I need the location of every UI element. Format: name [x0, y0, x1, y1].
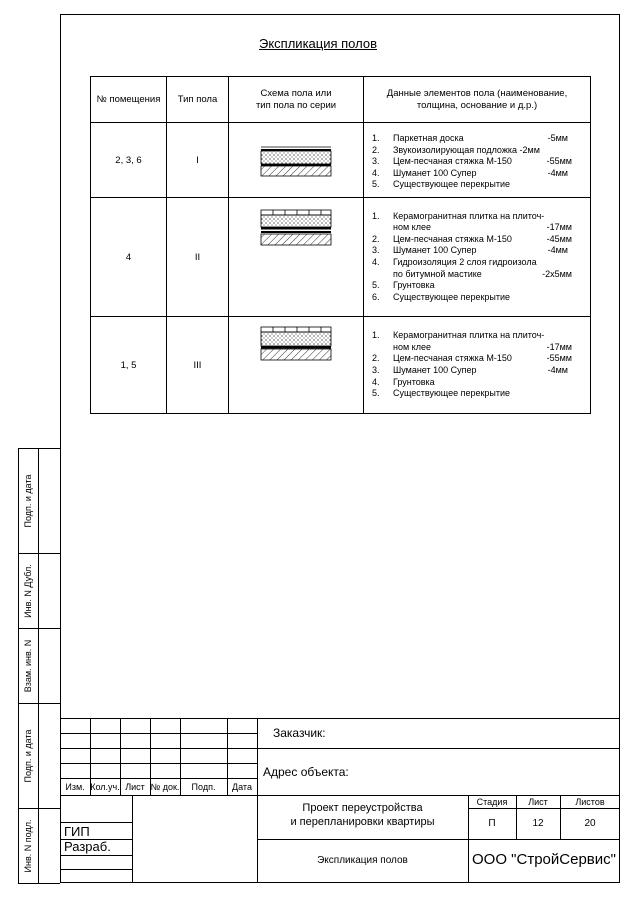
list-item: 5. Существующее перекрытие — [372, 179, 511, 190]
page-title: Экспликация полов — [259, 36, 377, 51]
list-item: ном клее -17мм — [393, 222, 572, 233]
table-row — [91, 317, 591, 414]
sheets-header: Листов — [575, 797, 605, 807]
list-item: 3. Шуманет 100 Супер -4мм — [372, 245, 568, 256]
stamp-podp-data-top: Подп. и дата — [23, 473, 33, 528]
floor-elements — [364, 317, 591, 414]
stage-header: Стадия — [476, 797, 508, 807]
list-item: по битумной мастике -2х5мм — [393, 268, 572, 279]
list-item: 3. Цем-песчаная стяжка М-150 -55мм — [372, 156, 572, 167]
floor-type: I — [167, 123, 229, 198]
header-room: № помещения — [91, 77, 167, 123]
side-stamp-divider — [38, 448, 39, 883]
room-numbers: 4 — [91, 198, 167, 317]
room-numbers: 1, 5 — [91, 317, 167, 414]
title-block-line — [468, 808, 620, 809]
title-block-line — [257, 839, 620, 840]
side-stamp-line — [18, 883, 60, 884]
col-header-izm: Изм. — [65, 782, 85, 792]
floor-type: II — [167, 198, 229, 317]
table-row — [91, 198, 591, 317]
col-header-kol-uch: Кол.уч. — [90, 782, 120, 792]
header-type: Тип пола — [167, 77, 229, 123]
project-name: Проект переустройства и перепланировки квартиры — [290, 802, 435, 828]
list-item: 1. Керамогранитная плитка на плиточ- — [372, 210, 545, 221]
list-item: 2. Цем-песчаная стяжка М-150 -45мм — [372, 233, 572, 244]
floor-schema — [229, 317, 364, 414]
list-item: 6. Существующее перекрытие — [372, 291, 511, 302]
role-razrab: Разраб. — [64, 839, 111, 854]
stamp-inv-podl: Инв. N подл. — [23, 819, 33, 872]
room-numbers: 2, 3, 6 — [91, 123, 167, 198]
list-item: 1. Паркетная доска -5мм — [372, 133, 568, 144]
floor-elements — [364, 198, 591, 317]
sheet-value: 12 — [532, 818, 544, 829]
sheet-header: Лист — [528, 797, 548, 807]
elements-list — [364, 129, 590, 191]
floor-type: III — [167, 317, 229, 414]
list-item: 5. Существующее перекрытие — [372, 388, 511, 399]
table-header-row — [91, 77, 591, 123]
sheet-name: Экспликация полов — [317, 855, 408, 866]
list-item: 3. Шуманет 100 Супер -4мм — [372, 365, 568, 375]
title-block-line — [60, 855, 132, 856]
list-item: 4. Грунтовка — [372, 376, 435, 387]
col-header-data: Дата — [232, 782, 252, 792]
list-item: 2. Звукоизолирующая подложка -2мм — [372, 144, 540, 155]
col-header-doc: № док. — [150, 782, 180, 792]
floor-section-drawing — [257, 323, 335, 371]
floor-elements — [364, 123, 591, 198]
list-item: 5. Грунтовка — [372, 280, 435, 291]
company-name: ООО "СтройСервис" — [472, 851, 616, 868]
elements-list — [364, 211, 590, 304]
stamp-vzam-inv: Взам. инв. N — [23, 639, 33, 692]
title-block-col — [132, 795, 133, 883]
address-label: Адрес объекта: — [263, 765, 349, 779]
floor-section-drawing — [257, 206, 335, 256]
list-item: 1. Керамогранитная плитка на плиточ- — [372, 330, 545, 341]
list-item: ном клее -17мм — [393, 341, 572, 352]
list-item: 2. Цем-песчаная стяжка М-150 -55мм — [372, 353, 572, 364]
col-header-list: Лист — [125, 782, 145, 792]
elements-list — [364, 330, 590, 400]
header-schema: Схема пола или тип пола по серии — [229, 77, 364, 123]
header-data: Данные элементов пола (наименование, толщина, основание и д.р.) — [364, 77, 591, 123]
title-block-top-line — [60, 718, 620, 719]
sheets-value: 20 — [584, 818, 596, 829]
stamp-podp-data-bottom: Подп. и дата — [23, 728, 33, 783]
title-block-col — [468, 795, 469, 883]
table-row — [91, 123, 591, 198]
title-block-line — [60, 795, 620, 796]
stamp-inv-dubl: Инв. N Дубл. — [23, 563, 33, 618]
explication-table — [90, 76, 591, 414]
floor-section-drawing — [257, 138, 335, 182]
list-item: 4. Шуманет 100 Супер -4мм — [372, 167, 568, 178]
title-block-line — [60, 869, 132, 870]
floor-schema — [229, 198, 364, 317]
customer-label: Заказчик: — [273, 726, 326, 740]
title-block-line — [60, 748, 620, 749]
title-block-line — [60, 822, 132, 823]
col-header-podp: Подп. — [191, 782, 216, 792]
stage-value: П — [488, 818, 496, 829]
floor-schema — [229, 123, 364, 198]
list-item: 4. Гидроизоляция 2 слоя гидроизола — [372, 257, 537, 267]
role-gip: ГИП — [64, 824, 90, 839]
